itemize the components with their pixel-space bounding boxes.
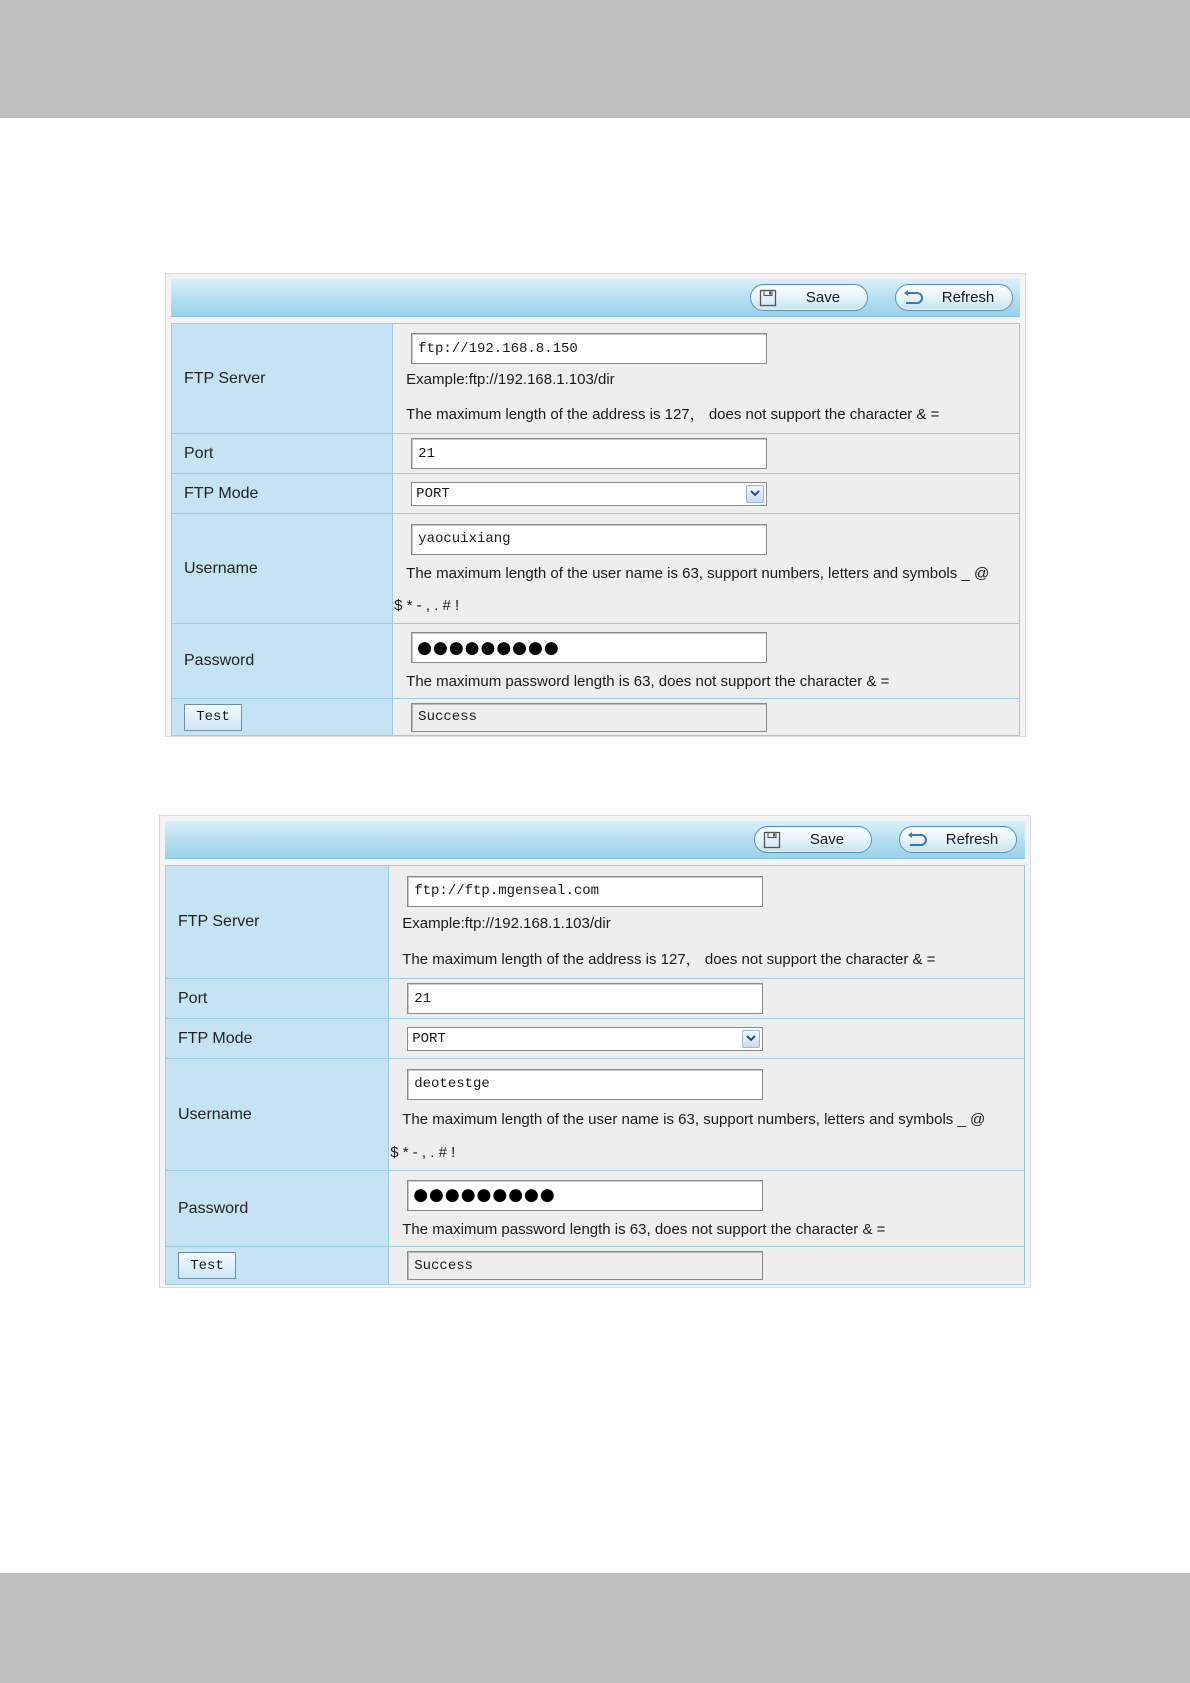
settings-table — [165, 865, 1025, 1285]
username-label: Username — [166, 1059, 389, 1171]
username-input[interactable] — [411, 524, 767, 555]
save-label: Save — [805, 289, 841, 306]
refresh-label: Refresh — [945, 831, 999, 848]
ftp-server-row — [166, 866, 1025, 979]
password-input[interactable]: ●●●●●●●●● — [407, 1180, 763, 1211]
password-input[interactable]: ●●●●●●●●● — [411, 632, 767, 663]
username-hint-symbols: $ * - , . # ! — [390, 1143, 456, 1161]
ftp-mode-value: PORT — [416, 485, 450, 502]
save-button[interactable] — [754, 826, 872, 853]
ftp-mode-label: FTP Mode — [166, 1019, 389, 1059]
username-row — [172, 514, 1020, 624]
floppy-disk-icon — [751, 289, 785, 307]
ftp-server-input[interactable] — [407, 876, 763, 907]
username-hint: The maximum length of the user name is 63, support numbers, letters and symbols _ @ — [406, 564, 990, 582]
ftp-server-label: FTP Server — [172, 324, 393, 434]
port-row — [166, 979, 1025, 1019]
test-button[interactable]: Test — [178, 1252, 236, 1279]
username-input[interactable] — [407, 1069, 763, 1100]
save-button[interactable] — [750, 284, 868, 311]
chevron-down-icon[interactable] — [746, 485, 764, 503]
ftp-settings-panel — [159, 815, 1031, 1288]
password-label: Password — [166, 1171, 389, 1247]
ftp-mode-select[interactable] — [407, 1027, 763, 1051]
ftp-mode-row — [172, 474, 1020, 514]
toolbar — [171, 279, 1020, 317]
password-row — [172, 624, 1020, 699]
ftp-server-hint: The maximum length of the address is 127， does not support the character & = — [402, 950, 936, 968]
test-row — [166, 1247, 1025, 1285]
test-button[interactable]: Test — [184, 704, 242, 731]
username-hint: The maximum length of the user name is 63, support numbers, letters and symbols _ @ — [402, 1110, 986, 1128]
ftp-mode-select[interactable] — [411, 482, 767, 506]
port-input[interactable] — [407, 983, 763, 1014]
password-hint: The maximum password length is 63, does not support the character & = — [402, 1220, 886, 1238]
ftp-server-label: FTP Server — [166, 866, 389, 979]
toolbar — [165, 821, 1025, 859]
username-row — [166, 1059, 1025, 1171]
port-input[interactable] — [411, 438, 767, 469]
ftp-server-hint: The maximum length of the address is 127， does not support the character & = — [406, 406, 940, 423]
ftp-server-row — [172, 324, 1020, 434]
ftp-server-input[interactable] — [411, 333, 767, 364]
page-footer-band — [0, 1573, 1190, 1683]
return-arrow-icon — [900, 832, 934, 848]
username-hint-symbols: $ * - , . # ! — [394, 596, 460, 614]
test-cell — [166, 1247, 389, 1285]
port-label: Port — [166, 979, 389, 1019]
password-label: Password — [172, 624, 393, 699]
password-hint: The maximum password length is 63, does not support the character & = — [406, 673, 890, 690]
ftp-settings-panel — [165, 273, 1026, 737]
refresh-button[interactable] — [895, 284, 1013, 311]
chevron-down-icon[interactable] — [742, 1030, 760, 1048]
save-label: Save — [809, 831, 845, 848]
floppy-disk-icon — [755, 831, 789, 849]
ftp-server-example: Example:ftp://192.168.1.103/dir — [402, 914, 611, 932]
test-row — [172, 699, 1020, 736]
test-cell — [172, 699, 393, 736]
ftp-mode-label: FTP Mode — [172, 474, 393, 514]
port-label: Port — [172, 434, 393, 474]
username-label: Username — [172, 514, 393, 624]
port-row — [172, 434, 1020, 474]
password-row — [166, 1171, 1025, 1247]
test-status: Success — [411, 703, 767, 732]
page-header-band — [0, 0, 1190, 118]
ftp-server-example: Example:ftp://192.168.1.103/dir — [406, 371, 615, 388]
return-arrow-icon — [896, 290, 930, 306]
ftp-mode-value: PORT — [412, 1030, 446, 1047]
settings-table — [171, 323, 1020, 736]
refresh-label: Refresh — [941, 289, 995, 306]
refresh-button[interactable] — [899, 826, 1017, 853]
test-status: Success — [407, 1251, 763, 1280]
ftp-mode-row — [166, 1019, 1025, 1059]
